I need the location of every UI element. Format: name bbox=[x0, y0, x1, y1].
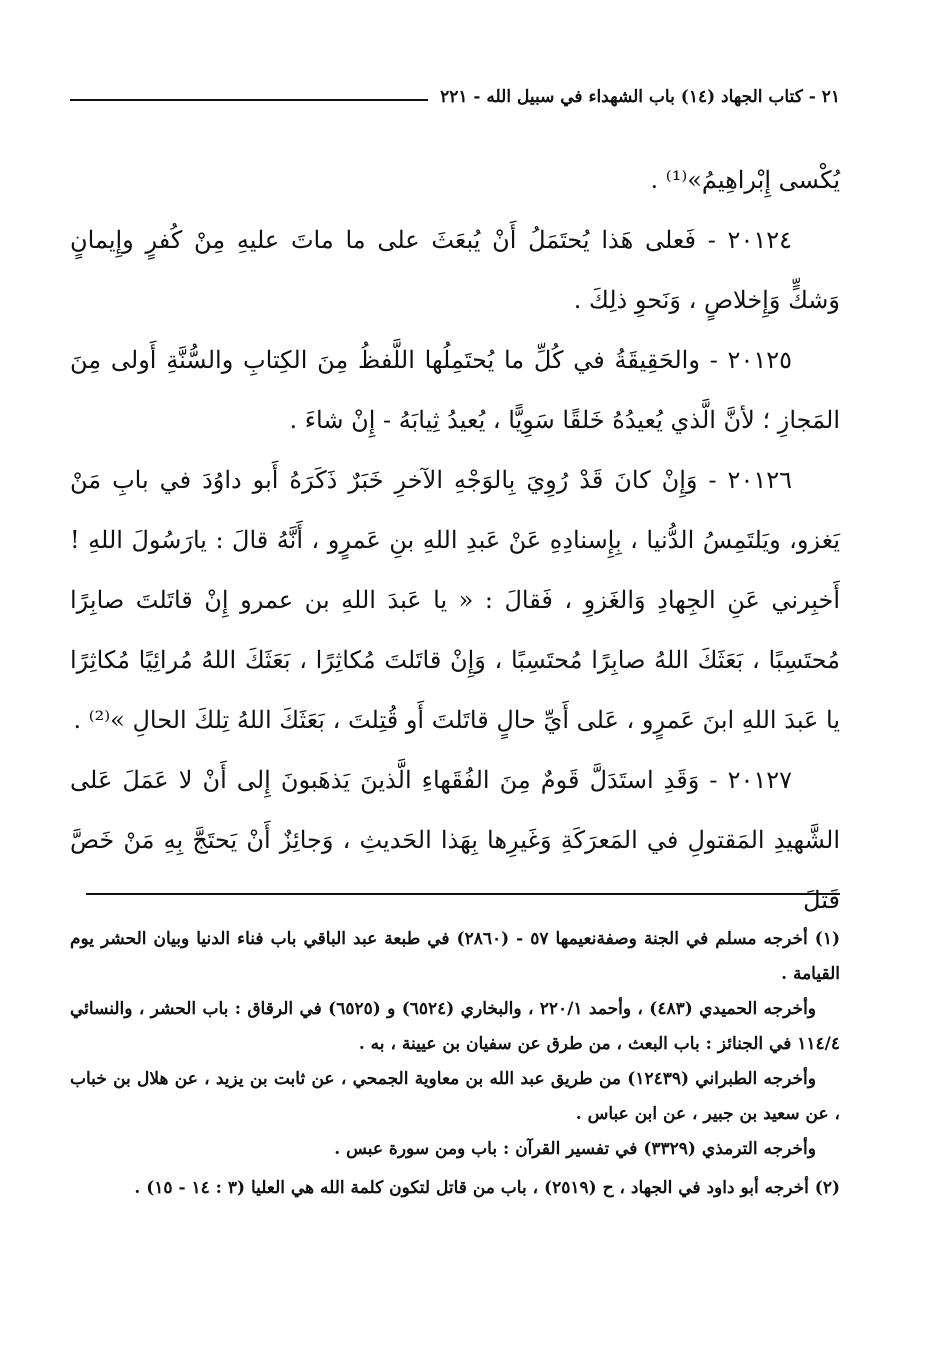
header-title: ٢١ - كتاب الجهاد (١٤) باب الشهداء في سبيل الله - ٢٢١ bbox=[440, 87, 840, 107]
footnote-1-humaidi: وأخرجه الحميدي (٤٨٣) ، وأحمد ٢٢٠/١ ، والبخاري (٦٥٢٤) و (٦٥٢٥) في الرقاق : باب الحشر ، والنسائي ١١٤/٤ في الجنائز : باب البعث ، من طرق عن سفيان بن عيينة ، به . bbox=[70, 999, 840, 1054]
footnote-divider bbox=[86, 893, 840, 895]
paragraph-20124: ٢٠١٢٤ - فَعلى هَذا يُحتَمَلُ أَنْ يُبعَثَ على ما ماتَ عليهِ مِنْ كُفرٍ وإِيمانٍ وَشكٍّ وَإِخلاصٍ ، وَنَحوِ ذلِكَ . bbox=[70, 226, 840, 314]
header-rule bbox=[70, 99, 428, 101]
footnote-1: (١) أخرجه مسلم في الجنة وصفةنعيمها ٥٧ - (٢٨٦٠) في طبعة عبد الباقي باب فناء الدنيا وبيان الحشر يوم القيامة . bbox=[70, 929, 840, 984]
footnote-1-tirmidhi: وأخرجه الترمذي (٣٣٢٩) في تفسير القرآن : باب ومن سورة عبس . bbox=[334, 1139, 816, 1159]
paragraph-20127: ٢٠١٢٧ - وَقَدِ استَدَلَّ قَومٌ مِنَ الفُقَهاءِ الَّذينَ يَذهَبونَ إِلى أَنْ لا عَمَلَ عَلى الشَّهيدِ المَقتولِ في المَعرَكَةِ وَغَيرِها بِهَذا الحَديثِ ، وَجائِزٌ أَنْ يَحتَجَّ بِهِ مَنْ خَصَّ قَتلَ bbox=[70, 766, 840, 914]
main-text-body bbox=[70, 150, 840, 930]
paragraph-20126: ٢٠١٢٦ - وَإِنْ كانَ قَدْ رُوِيَ بِالوَجْهِ الآخرِ خَبَرٌ ذَكَرَهُ أَبو داوُدَ في بابِ مَنْ يَغزو، ويَلتَمِسُ الدُّنيا ، بِإِسنادِهِ عَنْ عَبدِ اللهِ بنِ عَمرٍو ، أَنَّهُ قالَ : يارَسُولَ اللهِ ! أَخبِرني عَنِ الجِهادِ وَالغَزوِ ، فَقالَ : « يا عَبدَ اللهِ بن عمرو إِنْ قاتَلتَ صابِرًا مُحتَسِبًا ، بَعَثَكَ اللهُ صابِرًا مُحتَسِبًا ، وَإِنْ قاتَلتَ مُكاثِرًا ، بَعَثَكَ اللهُ مُرائِيًا مُكاثِرًا يا عَبدَ اللهِ ابنَ عَمرٍو ، عَلى أَيِّ حالٍ قاتَلتَ أَو قُتِلتَ ، بَعَثَكَ اللهُ تِلكَ الحالِ »⁽²⁾ . bbox=[70, 466, 840, 734]
carryover-line: يُكْسى إِبْراهِيمُ»⁽¹⁾ . bbox=[650, 166, 840, 194]
running-header bbox=[70, 82, 840, 112]
footnote-2: (٢) أخرجه أبو داود في الجهاد ، ح (٢٥١٩) ، باب من قاتل لتكون كلمة الله هي العليا (٣ : ١٤ - ١٥) . bbox=[134, 1178, 840, 1198]
paragraph-20125: ٢٠١٢٥ - والحَقِيقَةُ في كُلِّ ما يُحتَمِلُها اللَّفظُ مِنَ الكِتابِ والسُّنَّةِ أَولى مِنَ المَجازِ ؛ لأنَّ الَّذي يُعيدُهُ خَلقًا سَوِيًّا ، يُعيدُ ثِيابَهُ - إِنْ شاءَ . bbox=[70, 346, 840, 434]
footnote-1-tabarani: وأخرجه الطبراني (١٢٤٣٩) من طريق عبد الله بن معاوية الجمحي ، عن ثابت بن يزيد ، عن هلال بن خباب ، عن سعيد بن جبير ، عن ابن عباس . bbox=[70, 1069, 840, 1124]
footnotes-section bbox=[70, 922, 840, 1206]
